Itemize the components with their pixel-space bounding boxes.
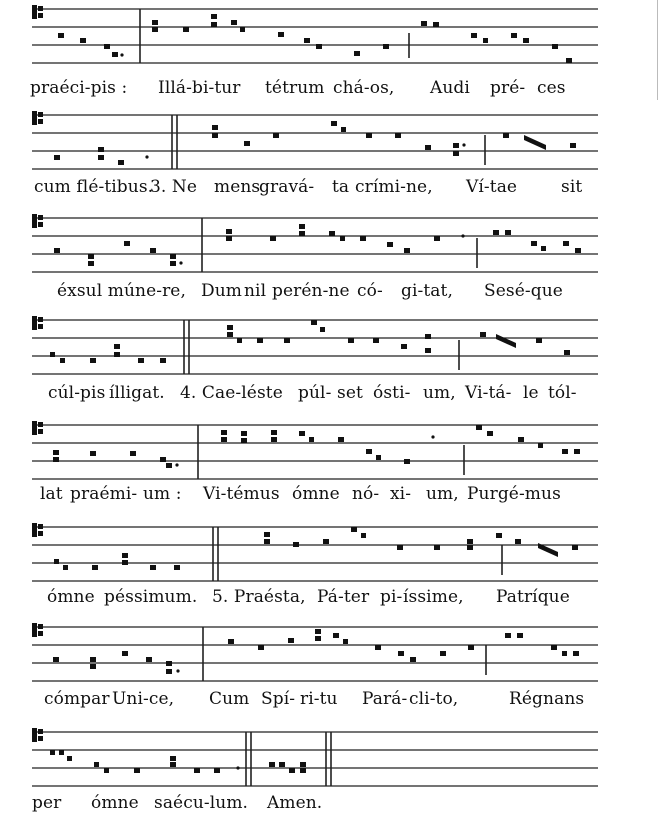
lyric-word: Patríque (496, 587, 570, 607)
staff-lines (32, 627, 598, 681)
lyric-word: nil (244, 281, 267, 301)
c-clef-icon (32, 623, 43, 637)
neumes (58, 14, 572, 63)
lyric-line-1 (0, 78, 662, 102)
lyric-line-2 (0, 177, 662, 201)
lyric-word: praéci-pis : (30, 78, 128, 98)
lyric-word: saécu-lum. (154, 793, 249, 813)
lyric-word: púl- (298, 383, 332, 403)
lyric-word: Audi (430, 78, 470, 98)
lyric-word: Sesé-que (484, 281, 563, 301)
staff-2 (0, 105, 662, 181)
staff-1 (0, 0, 662, 76)
lyric-word: cómpar (44, 689, 110, 709)
lyric-word: Spí- (261, 689, 296, 709)
lyric-word: nó- (352, 484, 380, 504)
staff-lines (32, 218, 598, 272)
lyric-word: praémi- (70, 484, 138, 504)
lyric-word: lat (40, 484, 63, 504)
lyric-word: chá-os, (333, 78, 395, 98)
lyric-line-4 (0, 383, 662, 407)
lyric-word: tól- (548, 383, 577, 403)
lyric-word: cúl-pis (48, 383, 106, 403)
lyric-word: íssime, (403, 587, 464, 607)
lyric-word: mens (214, 177, 261, 197)
staff-7 (0, 617, 662, 693)
lyric-word: Dum (201, 281, 242, 301)
lyric-word: um : (143, 484, 182, 504)
lyric-line-5 (0, 484, 662, 508)
lyric-word: 3. Ne (150, 177, 198, 197)
lyric-line-8 (0, 793, 662, 817)
c-clef-icon (32, 728, 43, 742)
lyric-word: le (523, 383, 539, 403)
lyric-word: có- (357, 281, 383, 301)
staff-lines (32, 527, 598, 581)
lyric-word: Pará- (362, 689, 408, 709)
c-clef-icon (32, 214, 43, 228)
staff-4 (0, 310, 662, 386)
lyric-word: Cum (209, 689, 250, 709)
neumes (54, 121, 576, 165)
lyric-word: set (337, 383, 363, 403)
lyric-word: Ví-tae (466, 177, 518, 197)
lyric-word: Uni-ce, (112, 689, 175, 709)
lyric-word: Illá-bi-tur (158, 78, 241, 98)
lyric-word: perén-ne (272, 281, 350, 301)
lyric-word: ómne (91, 793, 139, 813)
lyric-word: um, (423, 383, 456, 403)
lyric-word: gi-tat, (401, 281, 453, 301)
c-clef-icon (32, 111, 43, 125)
staff-lines (32, 732, 598, 786)
neumes (53, 629, 579, 674)
c-clef-icon (32, 316, 43, 330)
lyric-word: cum flé-tibus. (34, 177, 154, 197)
lyric-word: per (32, 793, 62, 813)
lyric-word: ces (537, 78, 566, 98)
staff-lines (32, 425, 598, 479)
lyric-line-7 (0, 689, 662, 713)
page-edge (657, 0, 658, 100)
lyric-word: péssimum. (104, 587, 198, 607)
lyric-word: pré- (490, 78, 526, 98)
neumes (54, 224, 581, 266)
lyric-word: ómne (292, 484, 340, 504)
lyric-word: ómne (47, 587, 95, 607)
c-clef-icon (32, 421, 43, 435)
lyric-word: 5. Praésta, (212, 587, 306, 607)
c-clef-icon (32, 5, 43, 19)
lyric-word: 4. Cae-léste (180, 383, 283, 403)
lyric-word: ri-tu (300, 689, 338, 709)
lyric-word: Vi-témus (203, 484, 280, 504)
staff-lines (32, 115, 598, 169)
lyric-line-6 (0, 587, 662, 611)
lyric-word: um, (426, 484, 459, 504)
lyric-word: tétrum (265, 78, 325, 98)
lyric-word: Pá-ter (317, 587, 370, 607)
lyric-word: pi- (380, 587, 403, 607)
c-clef-icon (32, 523, 43, 537)
lyric-word: gravá- (259, 177, 315, 197)
lyric-word: éxsul múne-re, (57, 281, 186, 301)
lyric-word: ósti- (373, 383, 411, 403)
staff-3 (0, 208, 662, 284)
staff-6 (0, 517, 662, 593)
lyric-word: Vi-tá- (465, 383, 512, 403)
neumes (50, 750, 306, 773)
lyric-word: xi- (390, 484, 412, 504)
lyric-word: ta (332, 177, 350, 197)
lyric-line-3 (0, 281, 662, 305)
lyric-word: Purgé-mus (467, 484, 561, 504)
lyric-word: crími-ne, (355, 177, 433, 197)
lyric-word: sit (561, 177, 583, 197)
lyric-word: Régnans (509, 689, 585, 709)
lyric-word: ílligat. (109, 383, 165, 403)
lyric-word: Amen. (267, 793, 323, 813)
staff-5 (0, 415, 662, 491)
staff-8 (0, 722, 662, 798)
lyric-word: cli-to, (409, 689, 459, 709)
